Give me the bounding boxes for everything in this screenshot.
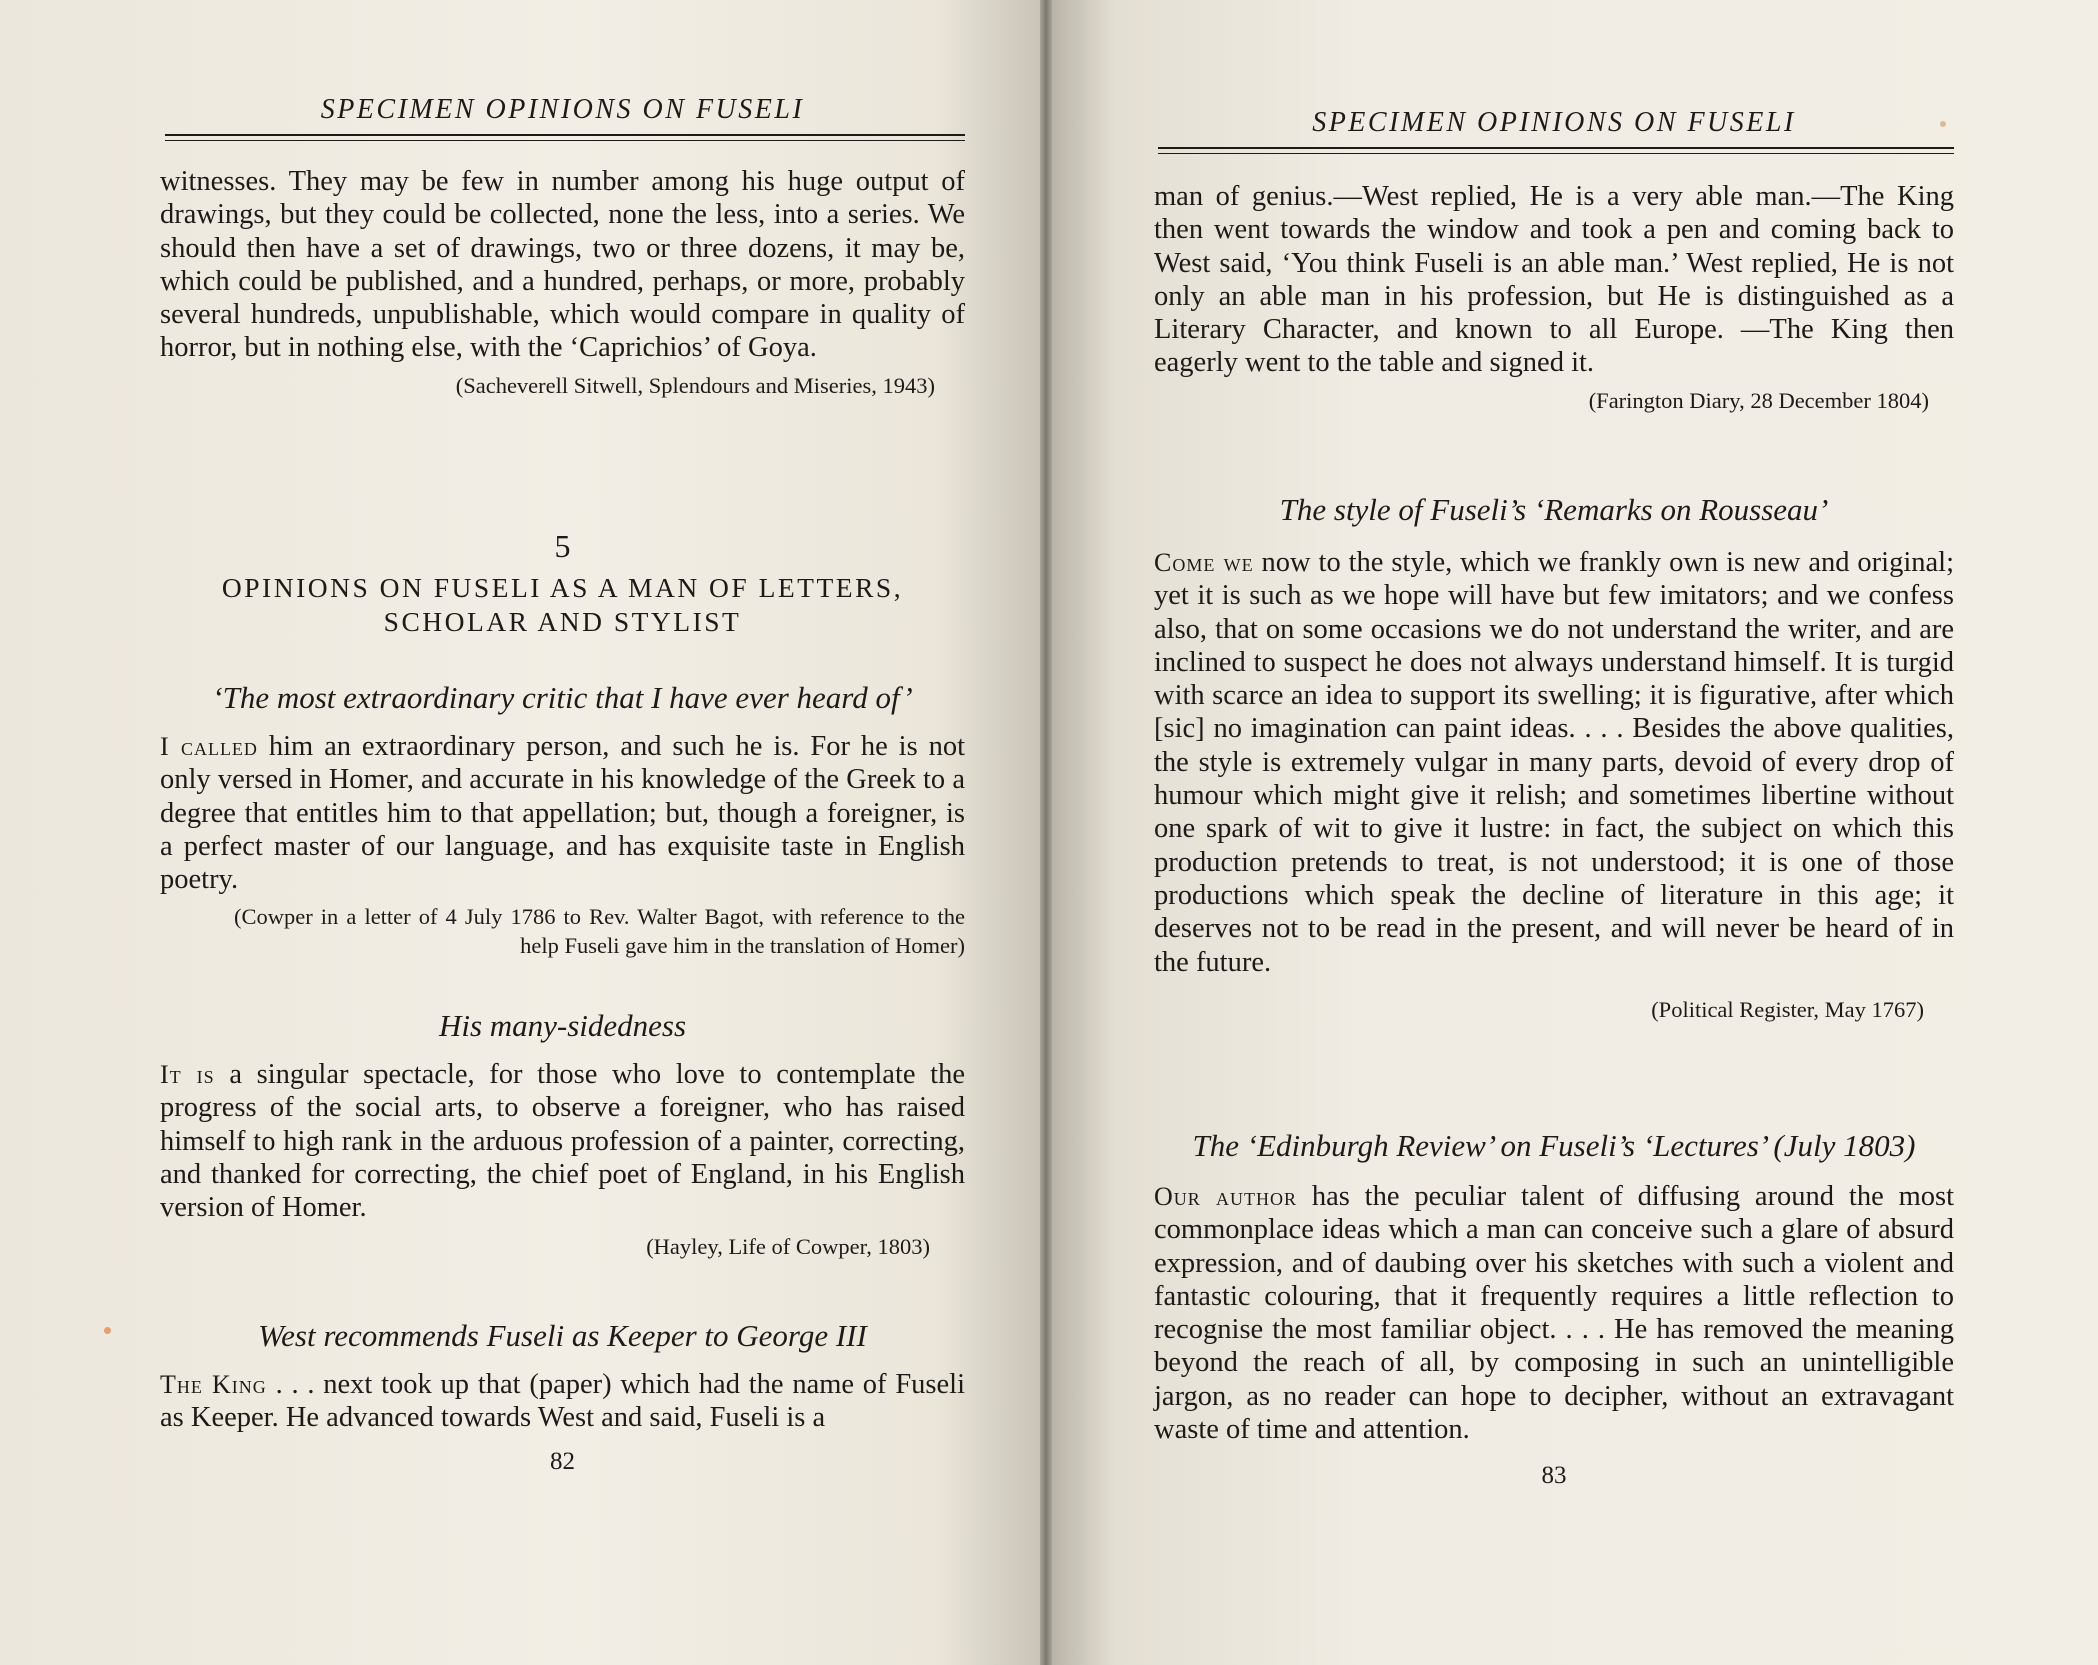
entry-text [1154, 1180, 1954, 1446]
entry-text [160, 1058, 965, 1224]
entry-heading: His many-sidedness [438, 1008, 687, 1043]
entry-lead: Come we [1154, 548, 1254, 577]
header-rule [165, 134, 965, 141]
entry-body: him an extraordinary person, and such he is. For he is not only versed in Homer, and accurate in his knowledge of the Greek to a degree that entitles him to that appellation; but, though a foreigner, is a perfect master of our language, and has exquisite taste in English poetry. [160, 731, 965, 896]
running-head: SPECIMEN OPINIONS ON FUSELI [320, 94, 805, 125]
entry-text [160, 1368, 965, 1435]
entry-lead: I called [160, 732, 258, 761]
entry-lead: Our author [1154, 1182, 1297, 1211]
entry-heading: The style of Fuseli’s ‘Remarks on Rousseau’ [1279, 492, 1829, 527]
entry-body: has the peculiar talent of diffusing around the most commonplace ideas which a man can conceive such a glare of absurd expression, and of daubing over his sketches with such a violent and fantastic colouring, that it frequently requires a little reflection to recognise the most familiar object. . . . He has removed the meaning beyond the reach of all, by composing in such an unintelligible jargon, as no reader can hope to decipher, without an extravagant waste of time and attention. [1154, 1181, 1954, 1446]
entry-text [160, 730, 965, 896]
entry-lead: The King [160, 1370, 267, 1399]
continuation-citation: (Sacheverell Sitwell, Splendours and Miseries, 1943) [455, 372, 935, 398]
entry [1154, 492, 1954, 1024]
right-page [1052, 0, 2098, 1665]
entry-body: . . . next took up that (paper) which had the name of Fuseli as Keeper. He advanced towards West and said, Fuseli is a [160, 1369, 965, 1434]
entry [160, 680, 965, 960]
entry-text [1154, 546, 1954, 979]
entry [160, 1318, 965, 1435]
section-title-line-1: OPINIONS ON FUSELI AS A MAN OF LETTERS, [221, 572, 904, 603]
book-gutter [1040, 0, 1052, 1665]
section-number: 5 [554, 528, 571, 564]
entry-citation: (Hayley, Life of Cowper, 1803) [646, 1234, 930, 1260]
entry-citation: (Political Register, May 1767) [1651, 996, 1924, 1022]
section-header [160, 528, 965, 639]
entry-body: now to the style, which we frankly own is new and original; yet it is such as we hope will have but few imitators; and we confess also, that on some occasions we do not understand the writer, and are inclined to suspect he does not always understand himself. It is turgid with scarce an idea to support its swelling; it is figurative, after which [sic] no imagination can paint ideas. . . . Besides the above qualities, the style is extremely vulgar in many parts, devoid of every drop of humour which might give it relish; and sometimes libertine without one spark of wit to give it lustre: in fact, the subject on which this production pretends to treat, is not understood; it is one of those productions which speak the decline of literature in this age; it deserves not to be read in the present, and will never be heard of in the future. [1154, 547, 1954, 978]
continuation-citation: (Farington Diary, 28 December 1804) [1588, 387, 1929, 413]
entry-heading: ‘The most extraordinary critic that I have ever heard of’ [212, 680, 913, 715]
paper-speck [1940, 121, 1946, 127]
entry [160, 1008, 965, 1261]
page-number: 83 [1541, 1462, 1567, 1489]
entry [1154, 1128, 1954, 1446]
continuation-text: man of genius.—West replied, He is a very able man.—The King then went towards the window and took a pen and coming back to West said, ‘You think Fuseli is an able man.’ West replied, He is not only an able man in his profession, but He is distinguished as a Literary Character, and known to all Europe. —The King then eagerly went to the table and signed it. [1154, 181, 1954, 379]
entry-body: a singular spectacle, for those who love to contemplate the progress of the social arts, to observe a foreigner, who has raised himself to high rank in the arduous profession of a painter, correcting, and thanked for correcting, the chief poet of England, in his English version of Homer. [160, 1059, 965, 1224]
paper-speck [104, 1327, 111, 1334]
left-page [0, 0, 1040, 1665]
continuation-block [160, 165, 965, 400]
section-title-line-2: SCHOLAR AND STYLIST [383, 606, 742, 637]
entry-lead: It is [160, 1060, 215, 1089]
page-number: 82 [550, 1448, 575, 1475]
continuation-block [1154, 180, 1954, 415]
running-head: SPECIMEN OPINIONS ON FUSELI [1312, 107, 1796, 138]
header-rule [1158, 147, 1954, 154]
entry-heading: The ‘Edinburgh Review’ on Fuseli’s ‘Lectures’ (July 1803) [1192, 1128, 1916, 1163]
continuation-text: witnesses. They may be few in number among his huge output of drawings, but they could be collected, none the less, into a series. We should then have a set of drawings, two or three dozens, it may be, which could be published, and a hundred, perhaps, or more, probably several hundreds, unpublishable, which would compare in quality of horror, but in nothing else, with the ‘Caprichios’ of Goya. [160, 166, 965, 364]
entry-citation: (Cowper in a letter of 4 July 1786 to Rev. Walter Bagot, with reference to the help Fuseli gave him in the translation of Homer) [234, 904, 965, 959]
entry-heading: West recommends Fuseli as Keeper to George III [258, 1318, 867, 1353]
